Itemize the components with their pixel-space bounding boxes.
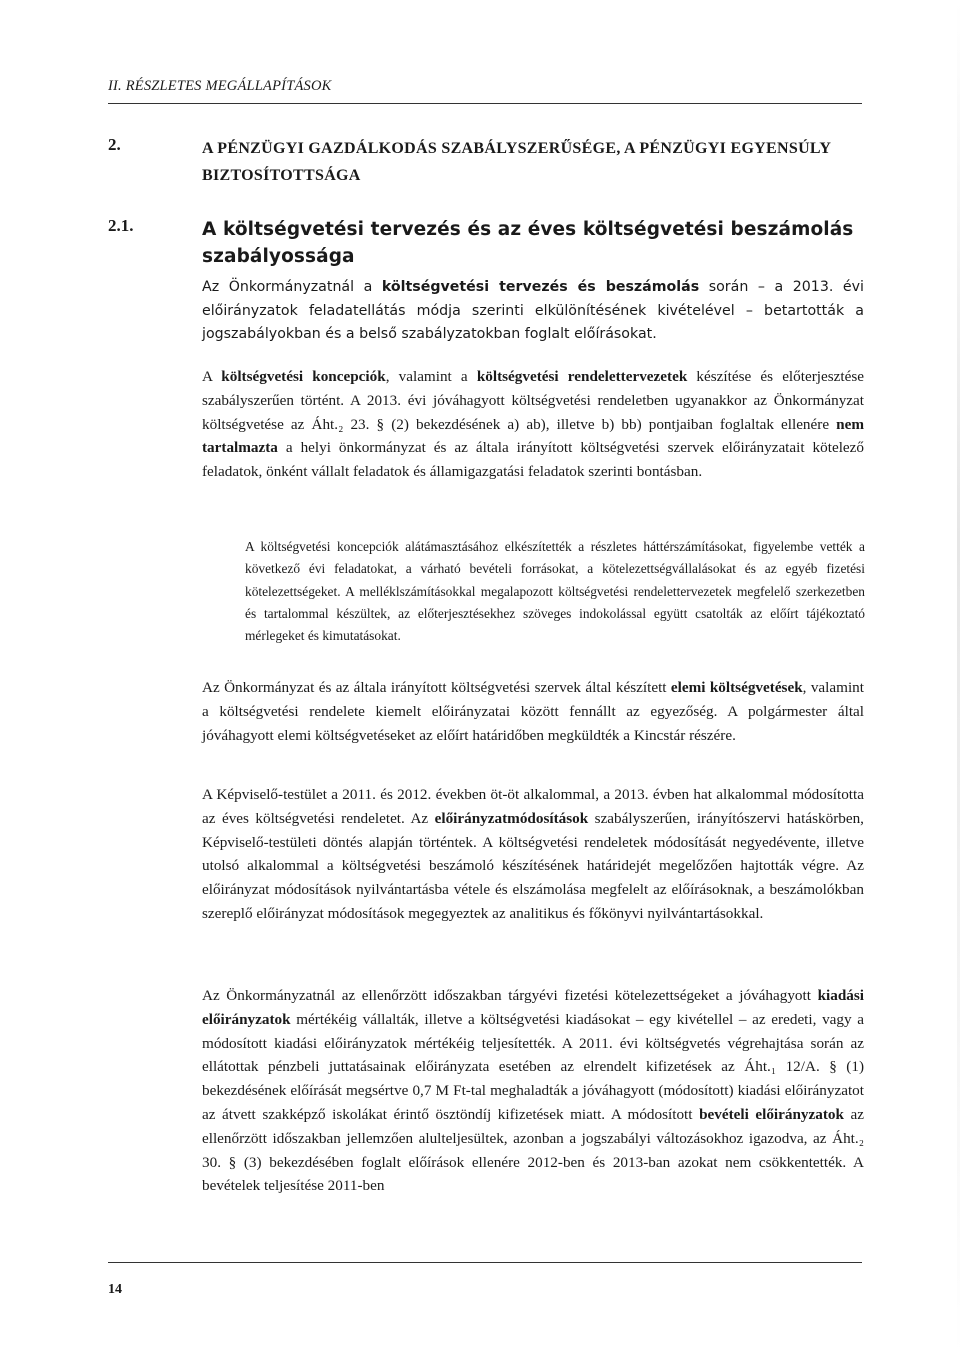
running-header: II. RÉSZLETES MEGÁLLAPÍTÁSOK (108, 78, 862, 104)
paragraph-planning-summary: Az Önkormányzatnál a költségvetési tervezés és beszámolás során – a 2013. évi előirányzatok feladatellátás módja szerinti elkülönítésének kivételével – betartották a jogszabályokban és a belső szabályzatokban foglalt előírásokat. (202, 279, 864, 342)
section-number: 2.1. (108, 216, 134, 235)
section-title: A költségvetési tervezés és az éves költségvetési beszámolás szabályossága (202, 219, 854, 267)
paragraph-calculations: A költségvetési koncepciók alátámasztásához elkészítették a részletes háttérszámításokat, figyelembe vették a következő évi feladatokat, a várható bevételi forrásokat, a kötelezettségvállalásokat és az egyéb fizetési kötelezettségeket. A melléklszámításokkal megalapozott költségvetési rendelettervezetek megfelelő szerkezetben és tartalommal készültek, az előterjesztésekhez szöveges indokolással együtt csatolták az előírt tájékoztató mérlegeket és kimutatásokat. (245, 539, 865, 644)
chapter-title: A PÉNZÜGYI GAZDÁLKODÁS SZABÁLYSZERŰSÉGE, A PÉNZÜGYI EGYENSÚLY BIZTOSÍTOTTSÁGA (202, 140, 831, 184)
paragraph-concepts: A költségvetési koncepciók, valamint a költségvetési rendelettervezetek készítése és előterjesztése szabályszerűen történt. A 2013. évi jóváhagyott költségvetési rendeletben ugyanakkor az Önkormányzat költségvetése az Áht.₂ 23. § (2) bekezdésének a) ab), illetve b) bb) pontjaiban foglaltak ellenére nem tartalmazta a helyi önkormányzat és az általa irányított költségvetési szervek előirányzatait kötelező feladatok, önként vállalt feladatok és államigazgatási feladatok szerinti bontásban. (202, 368, 864, 481)
paragraph-elementary-budgets: Az Önkormányzat és az általa irányított költségvetési szervek által készített elemi költségvetések, valamint a költségvetési rendelete kiemelt előirányzatai között fennállt az egyezőség. A polgármester által jóváhagyott elemi költségvetéseket az előírt határidőben megküldték a Kincstár részére. (202, 679, 864, 744)
footer-rule (108, 1262, 862, 1263)
paragraph-expenditure: Az Önkormányzatnál az ellenőrzött időszakban tárgyévi fizetési kötelezettségeket a jóváhagyott kiadási előirányzatok mértékéig vállalták, illetve a költségvetési kiadásokat – egy kivétellel – az eredeti, vagy a módosított kiadási előirányzatok mértékéig teljesítették. A 2011. évi költségvetés végrehajtása során az ellátottak pénzbeli juttatásainak előirányzata esetében az elrendelt kifizetések az Áht.₁ 12/A. § (1) bekezdésének előírását megsértve 0,7 M Ft-tal meghaladták a jóváhagyott (módosított) kiadási előirányzatot az átvett szakképző iskolákat érintő ösztöndíj kifizetések miatt. A módosított bevételi előirányzatok az ellenőrzött időszakban jellemzően alulteljesültek, azonban a jogszabályi változásokhoz igazodva, az Áht.₂ 30. § (3) bekezdésében foglalt előírások ellenére 2012-ben és 2013-ban azokat nem csökkentették. A bevételek teljesítése 2011-ben (202, 987, 865, 1195)
page-number: 14 (108, 1282, 122, 1297)
paragraph-appropriation-changes: A Képviselő-testület a 2011. és 2012. években öt-öt alkalommal, a 2013. évben hat alkalommal módosította az éves költségvetési rendeletet. Az előirányzatmódosítások szabályszerűen, irányítószervi hatáskörben, Képviselő-testületi döntés alapján történtek. A költségvetési rendeletek módosítását negyedévente, illetve utolsó alkalommal a költségvetési beszámoló készítésének határidejét megelőzően hajtották végre. Az előirányzat módosítások nyilvántartásba vétele és elszámolása megfelelt az előírásoknak, a beszámolókban szereplő előirányzat módosítások megegyeztek az analitikus és főkönyvi nyilvántartásokkal. (202, 786, 864, 922)
chapter-number: 2. (108, 135, 121, 154)
